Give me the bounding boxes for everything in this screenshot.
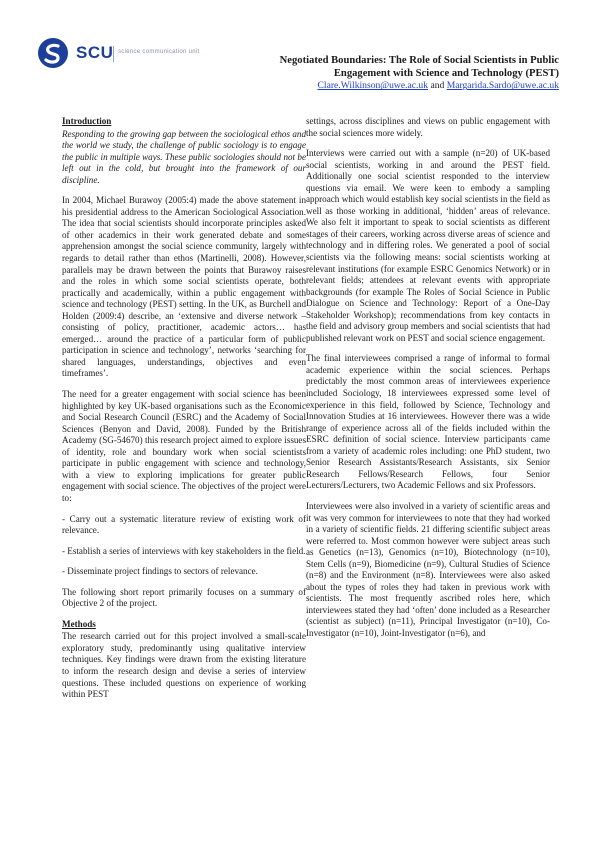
left-column [62, 116, 306, 710]
paper-title-line2: Engagement with Science and Technology (PEST) [333, 68, 559, 80]
paragraph: The need for a greater engagement with social science has been highlighted by key UK-based organisations such as the Economic and Social Research Council (ESRC) and the Academy of Social Sciences (Benyon and David, 2008). Funded by the British Academy (SG-54670) this research project aimed to explore issues of identity, role and boundary work when social scientists participate in public engagement with science and technology, with a view to exploring implications for greater public engagement with social science. The objectives of the project were to: [62, 389, 306, 503]
logo-text: SCU [76, 43, 114, 62]
opening-quote: Responding to the growing gap between the sociological ethos and the world we study, the challenge of public sociology is to engage the public in multiple ways. These public sociologies should not be left out in the cold, but brought into the framework of our discipline. [62, 128, 306, 185]
paragraph: The final interviewees comprised a range of informal to formal academic experience within the social sciences. Perhaps predictably the most common areas of interviewees experience included Sociology, 18 interviewees expressed some level of experience in this field, followed by Science, Technology and Innovation Studies at 16 interviewees. However there was a wide range of experience across all of the fields included within the ESRC definition of social science. Interview participants came from a variety of academic roles including: one PhD student, two Senior Research Assistants/Research Assistants, six Senior Research Fellows/Research Fellows, four Senior Lecturers/Lecturers, two Academic Fellows and six Professors. [306, 353, 550, 491]
author-emails [219, 80, 559, 92]
methods-heading: Methods [62, 618, 96, 629]
list-item: - Establish a series of interviews with key stakeholders in the field. [62, 545, 306, 556]
list-item: - Disseminate project findings to sectors of relevance. [62, 566, 258, 577]
objectives-list [62, 514, 306, 578]
paragraph: Interviews were carried out with a sample (n=20) of UK-based social scientists, working in and around the PEST field. Additionally one social scientist responded to the interview questions via email. We were keen to embody a sampling approach which would establish key social scientists in the field as well as those working in additional, ‘hidden’ areas of relevance. We also felt it important to speak to social scientists as different stages of their careers, working across diverse areas of science and technology and in differing roles. We generated a pool of social scientists via the following means: social scientists working at relevant institutions (for example ESRC Genomics Network) or in relevant fields; attendees at relevant events with appropriate backgrounds (for example The Roles of Social Science in Public Dialogue on Science and Technology: Report of a One-Day Stakeholder Workshop); recommendations from key contacts in the field and advisory group members and social scientists that had published relevant work on PEST and social science engagement. [306, 148, 550, 343]
paragraph: settings, across disciplines and views on public engagement with the social sciences more widely. [306, 116, 550, 138]
paragraph: The research carried out for this project involved a small-scale exploratory study, predominantly using qualitative interview techniques. Key findings were drawn from the existing literature to inform the research design and devise a series of interview questions. These included questions on experience of working within PEST [62, 631, 306, 700]
header [219, 54, 559, 92]
right-column [306, 116, 550, 649]
emails-and: and [430, 80, 445, 92]
email-link-sardo[interactable]: Margarida.Sardo@uwe.ac.uk [446, 80, 559, 92]
paragraph: Interviewees were also involved in a variety of scientific areas and it was very common for interviewees to note that they had worked in a variety of scientific fields. 21 differing scientific subject areas were referred to. Most common however were subject areas such as Genetics (n=13), Genomics (n=10), Biotechnology (n=10), Stem Cells (n=9), Biomedicine (n=9), Cultural Studies of Science (n=8) and the Environment (n=8). Interviewees were also asked about the types of roles they had taken in previous work with scientists. The most frequently ascribed roles here, which interviewees stated they had ‘often’ done included as a Researcher (scientist as subject) (n=11), Principal Investigator (n=10), Co-Investigator (n=10), Joint-Investigator (n=6), and [306, 500, 550, 638]
introduction-heading: Introduction [62, 116, 112, 126]
logo-divider [113, 46, 114, 62]
paper-title-line1: Negotiated Boundaries: The Role of Social Scientists in Public [279, 55, 559, 66]
scu-logo [36, 36, 200, 70]
scu-logo-icon [36, 36, 70, 70]
paragraph: The following short report primarily focuses on a summary of Objective 2 of the project. [62, 586, 306, 609]
paragraph: In 2004, Michael Burawoy (2005:4) made the above statement in his presidential address to the American Sociological Association. The idea that social scientists should incorporate principles asked of other academics in their work generated debate and some apprehension amongst the social science community, largely with regards to detail rather than ethos (Martinelli, 2008). However, parallels may be drawn between the points that Burawoy raises and the roles in which some social scientists operate, both practically and academically, within a public engagement with science and technology (PEST) setting. In the UK, as Burchell and Holden (2009:4) describe, an ‘extensive and diverse network – consisting of policy, practitioner, academic actors… has emerged… around the practice of a particular form of public participation in science and technology’, networks ‘searching for shared languages, understandings, objectives and even timeframes’. [62, 195, 306, 379]
logo-subtitle: science communication unit [118, 49, 200, 55]
list-item: - Carry out a systematic literature review of existing work of relevance. [62, 513, 306, 536]
email-link-wilkinson[interactable]: Clare.Wilkinson@uwe.ac.uk [317, 80, 429, 92]
